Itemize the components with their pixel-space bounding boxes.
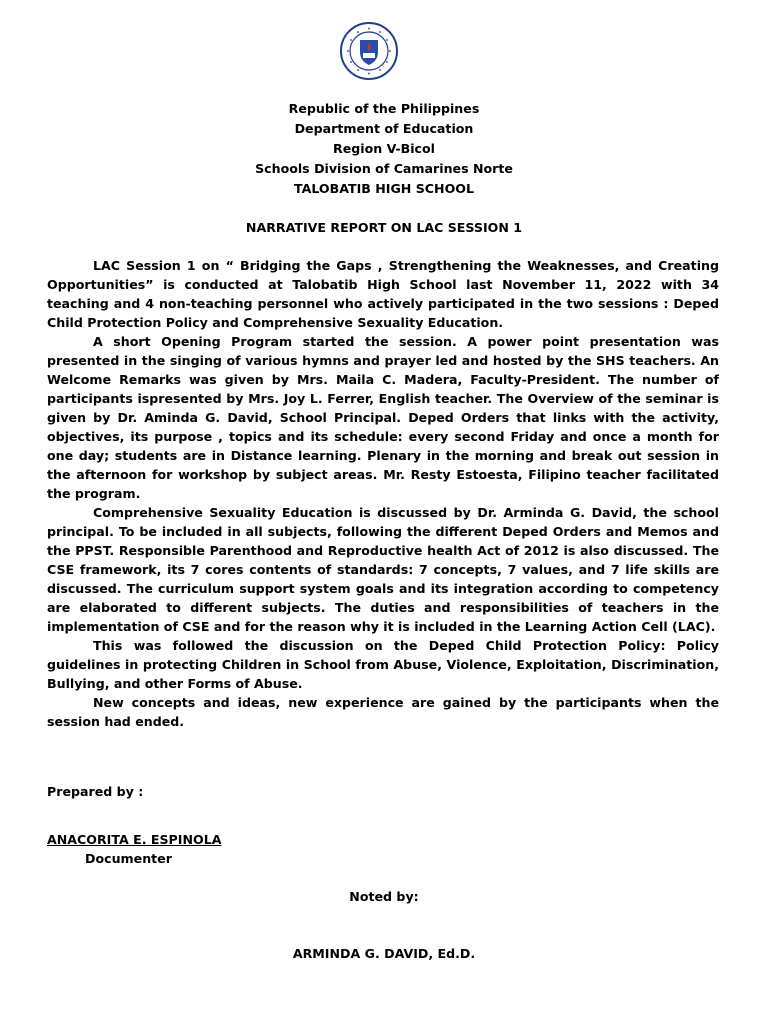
header-republic: Republic of the Philippines (288, 101, 480, 116)
header-region: Region V-Bicol (333, 141, 435, 156)
noted-by-label: Noted by: (349, 889, 419, 904)
report-title: NARRATIVE REPORT ON LAC SESSION 1 (245, 220, 523, 235)
preparer-role: Documenter (85, 851, 172, 866)
header-division: Schools Division of Camarines Norte (255, 161, 513, 176)
paragraph: A short Opening Program started the session. A power point presentation was presented in the singing of various hymns and prayer led and hosted by the SHS teachers. An Welcome Remarks was given by Mrs. Maila C. Madera, Faculty-President. The number of participants ispresented by Mrs. Joy L. Ferrer, English teacher. The Overview of the seminar is given by Dr. Aminda G. David, School Principal. Deped Orders that links with the activity, objectives, its purpose , topics and its schedule: every second Friday and once a month for one day; students are in Distance learning. Plenary in the morning and break out session in the afternoon for workshop by subject areas. Mr. Resty Estoesta, Filipino teacher facilitated the program. (47, 334, 719, 501)
header-school: TALOBATIB HIGH SCHOOL (293, 181, 475, 196)
paragraph: LAC Session 1 on “ Bridging the Gaps , Strengthening the Weaknesses, and Creating Opportunities” is conducted at Talobatib High School last November 11, 2022 with 34 teaching and 4 non-teaching personnel who actively participated in the two sessions : Deped Child Protection Policy and Comprehensive Sexuality Education. (47, 258, 719, 330)
preparer-name: ANACORITA E. ESPINOLA (47, 832, 222, 847)
header-department: Department of Education (294, 121, 474, 136)
paragraph: This was followed the discussion on the Deped Child Protection Policy: Policy guidelines in protecting Children in School from Abuse, Violence, Exploitation, Discrimination, Bullying, and other Forms of Abuse. (47, 638, 719, 691)
prepared-by-label: Prepared by : (47, 784, 144, 799)
paragraph: New concepts and ideas, new experience are gained by the participants when the session had ended. (47, 695, 719, 729)
report-body (47, 256, 719, 731)
letterhead (0, 99, 768, 199)
deped-seal-logo (340, 22, 398, 80)
principal-name: ARMINDA G. DAVID, Ed.D. (292, 946, 476, 961)
paragraph: Comprehensive Sexuality Education is discussed by Dr. Arminda G. David, the school principal. To be included in all subjects, following the different Deped Orders and Memos and the PPST. Responsible Parenthood and Reproductive health Act of 2012 is also discussed. The CSE framework, its 7 cores contents of standards: 7 concepts, 7 values, and 7 life skills are discussed. The curriculum support system goals and its integration according to competency are elaborated to different subjects. The duties and responsibilities of teachers in the implementation of CSE and for the reason why it is included in the Learning Action Cell (LAC). (47, 505, 719, 634)
